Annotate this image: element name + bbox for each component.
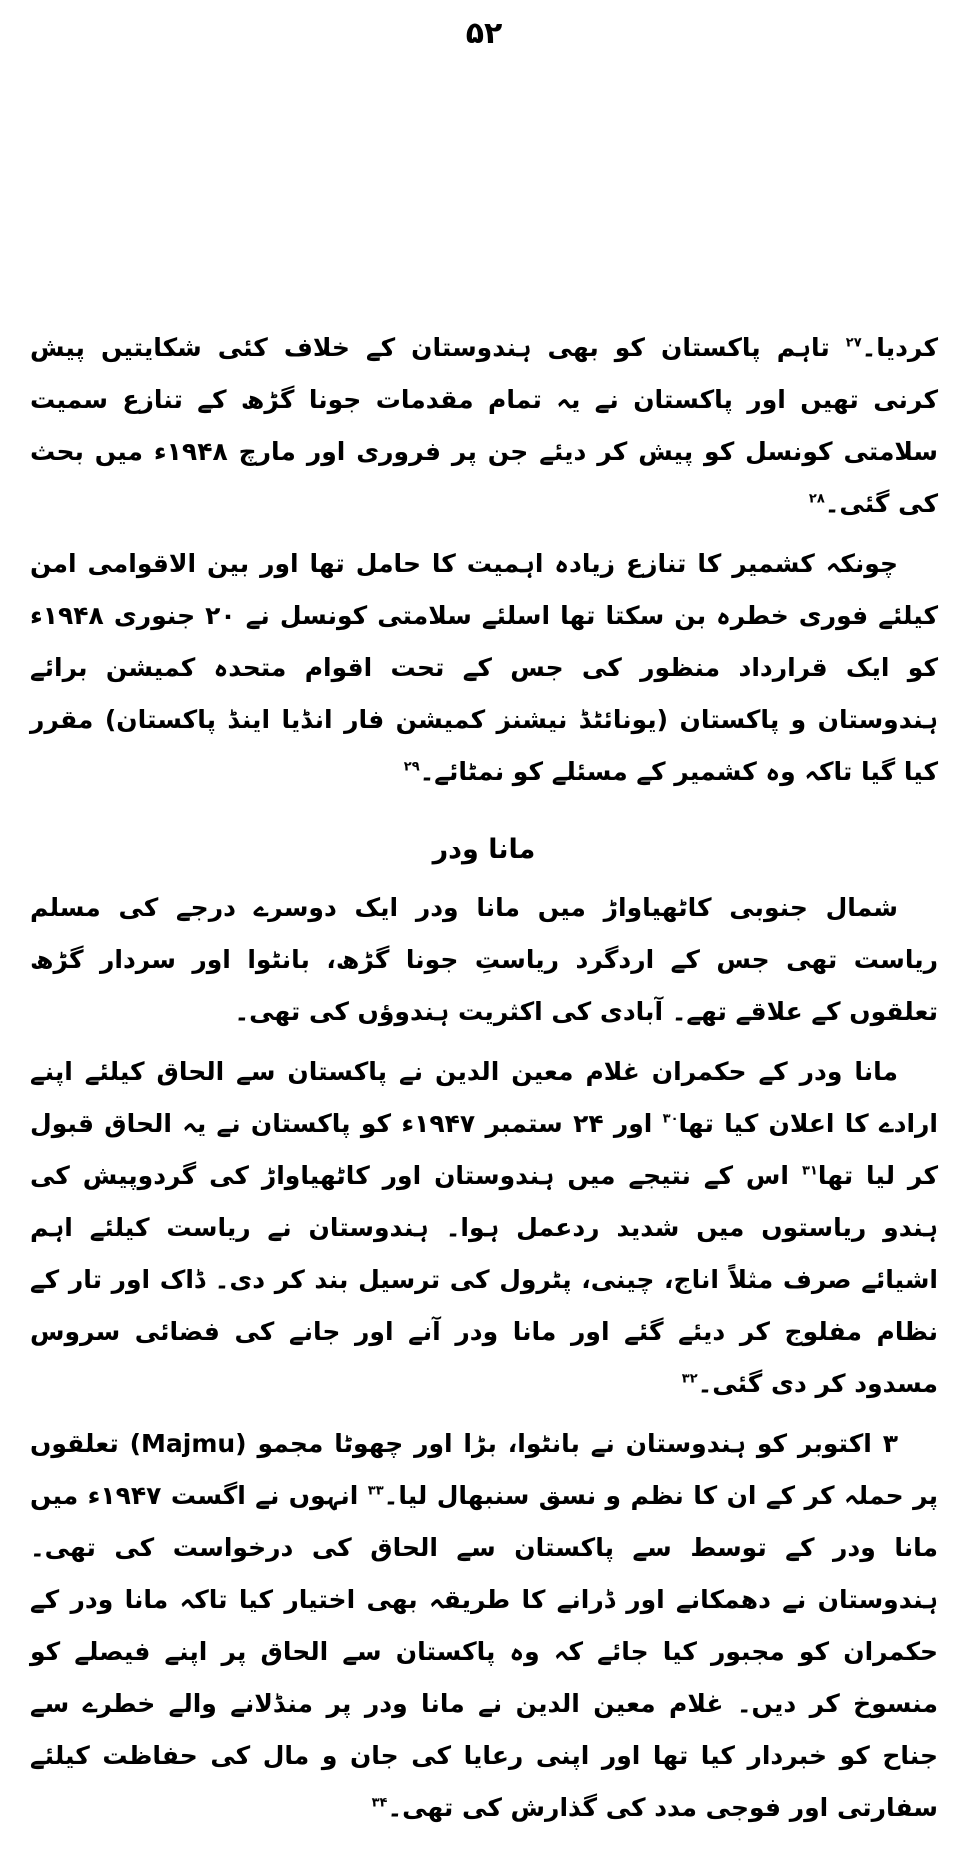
paragraph-2	[30, 538, 938, 798]
paragraph-text: ۳ اکتوبر کو ہندوستان نے بانٹوا، بڑا اور چھوٹا مجمو (Majmu) تعلقوں پر حملہ کر کے ان کا نظم و نسق سنبھال لیا۔	[30, 1429, 939, 1510]
page-number: ۵۲	[465, 16, 503, 51]
footnote-marker: ۳۴	[371, 1795, 388, 1811]
paragraph-5	[30, 1418, 938, 1834]
footnote-marker: ۲۹	[403, 759, 420, 775]
footnote-marker: ۲۷	[845, 335, 862, 351]
paragraph-text: انہوں نے اگست ۱۹۴۷ء میں مانا ودر کے توسط سے پاکستان سے الحاق کی درخواست کی تھی۔ ہندوستان نے دھمکانے اور ڈرانے کا طریقہ بھی اختیار کیا تاکہ مانا ودر کے حکمران کو مجبور کیا جائے کہ وہ پاکستان سے الحاق پر اپنے فیصلے کو منسوخ کر دیں۔ غلام معین الدین نے مانا ودر پر منڈلانے والے خطرے سے جناح کو خبردار کیا تھا اور اپنی رعایا کی جان و مال کی حفاظت کیلئے سفارتی اور فوجی مدد کی گذارش کی تھی۔	[30, 1481, 938, 1822]
paragraph-text: شمال جنوبی کاٹھیاواڑ میں مانا ودر ایک دوسرے درجے کی مسلم ریاست تھی جس کے اردگرد ریاستِ جونا گڑھ، بانٹوا اور سردار گڑھ تعلقوں کے علاقے تھے۔ آبادی کی اکثریت ہندوؤں کی تھی۔	[30, 893, 938, 1026]
footnote-marker: ۳۱	[801, 1163, 818, 1179]
footnote-marker: ۳۲	[681, 1371, 698, 1387]
paragraph-4	[30, 1046, 938, 1410]
paragraph-3	[30, 882, 938, 1038]
paragraph-text: اس کے نتیجے میں ہندوستان اور کاٹھیاواڑ کی گردوپیش کی ہندو ریاستوں میں شدید ردعمل ہوا۔ ہندوستان نے ریاست کیلئے اہم اشیائے صرف مثلاً اناج، چینی، پٹرول کی ترسیل بند کر دی۔ ڈاک اور تار کے نظام مفلوج کر دیئے گئے اور مانا ودر آنے اور جانے کی فضائی سروس مسدود کر دی گئی۔	[30, 1161, 938, 1398]
section-heading: مانا ودر	[432, 834, 536, 865]
footnote-marker: ۳۰	[662, 1111, 679, 1127]
paragraph-text: چونکہ کشمیر کا تنازع زیادہ اہمیت کا حامل تھا اور بین الاقوامی امن کیلئے فوری خطرہ بن سکتا تھا اسلئے سلامتی کونسل نے ۲۰ جنوری ۱۹۴۸ء کو ایک قرارداد منظور کی جس کے تحت اقوام متحدہ کمیشن برائے ہندوستان و پاکستان (یونائٹڈ نیشنز کمیشن فار انڈیا اینڈ پاکستان) مقرر کیا گیا تاکہ وہ کشمیر کے مسئلے کو نمٹائے۔	[30, 549, 938, 786]
paragraph-text: کردیا۔	[861, 333, 938, 362]
footnote-marker: ۳۳	[367, 1483, 384, 1499]
paragraph-text: اور ۲۴ ستمبر ۱۹۴۷ء کو پاکستان نے یہ الحاق قبول کر لیا تھا	[30, 1109, 939, 1190]
paragraph-text: مانا ودر کے حکمران غلام معین الدین نے پاکستان سے الحاق کیلئے اپنے ارادے کا اعلان کیا تھا	[30, 1057, 939, 1138]
paragraph-text: تاہم پاکستان کو بھی ہندوستان کے خلاف کئی شکایتیں پیش کرنی تھیں اور پاکستان نے یہ تمام مقدمات جونا گڑھ کے تنازع سمیت سلامتی کونسل کو پیش کر دیئے جن پر فروری اور مارچ ۱۹۴۸ء میں بحث کی گئی۔	[30, 333, 938, 518]
paragraph-1	[30, 322, 938, 530]
footnote-marker: ۲۸	[808, 491, 825, 507]
body-text	[30, 322, 938, 1842]
